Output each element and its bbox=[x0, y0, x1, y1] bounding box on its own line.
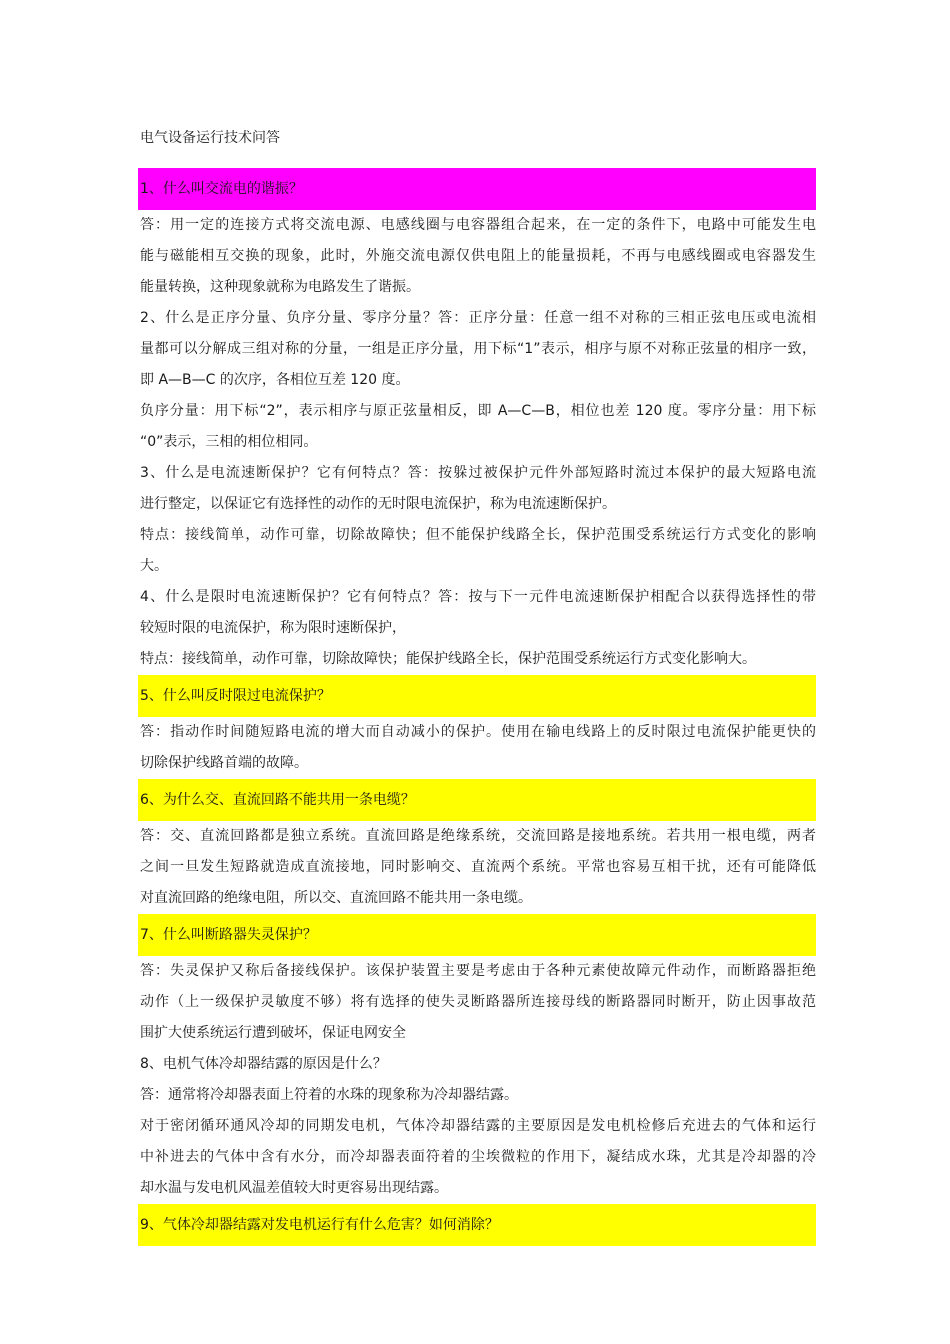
paragraph-line: 量都可以分解成三组对称的分量，一组是正序分量，用下标“1”表示，相序与原不对称正弦量的相序一致， bbox=[140, 341, 816, 357]
paragraph-line: 3、什么是电流速断保护？它有何特点？答：按躲过被保护元件外部短路时流过本保护的最大短路电流 bbox=[140, 465, 816, 481]
question-heading: 9、气体冷却器结露对发电机运行有什么危害？如何消除？ bbox=[138, 1204, 816, 1246]
paragraph-line: 之间一旦发生短路就造成直流接地，同时影响交、直流两个系统。平常也容易互相干扰，还有可能降低 bbox=[140, 859, 816, 875]
paragraph-line: 4、什么是限时电流速断保护？它有何特点？答：按与下一元件电流速断保护相配合以获得选择性的带 bbox=[140, 589, 816, 605]
paragraph-line: 2、什么是正序分量、负序分量、零序分量？答：正序分量：任意一组不对称的三相正弦电压或电流相 bbox=[140, 310, 816, 326]
paragraph-line: 特点：接线简单，动作可靠，切除故障快；能保护线路全长，保护范围受系统运行方式变化影响大。 bbox=[140, 651, 756, 667]
paragraph-line: 围扩大使系统运行遭到破坏，保证电网安全 bbox=[140, 1025, 406, 1041]
paragraph-line: 进行整定，以保证它有选择性的动作的无时限电流保护，称为电流速断保护。 bbox=[140, 496, 616, 512]
question-heading: 7、什么叫断路器失灵保护？ bbox=[138, 914, 816, 956]
paragraph-line: 较短时限的电流保护，称为限时速断保护， bbox=[140, 620, 406, 636]
paragraph-line: 对于密闭循环通风冷却的同期发电机，气体冷却器结露的主要原因是发电机检修后充进去的气体和运行 bbox=[140, 1118, 816, 1134]
paragraph-line: 答：交、直流回路都是独立系统。直流回路是绝缘系统，交流回路是接地系统。若共用一根电缆，两者 bbox=[140, 828, 816, 844]
paragraph-line: 即 A—B—C 的次序，各相位互差 120 度。 bbox=[140, 372, 410, 388]
paragraph-line: 动作（上一级保护灵敏度不够）将有选择的使失灵断路器所连接母线的断路器同时断开，防止因事故范 bbox=[140, 994, 816, 1010]
paragraph-line: 8、电机气体冷却器结露的原因是什么？ bbox=[140, 1056, 387, 1072]
question-heading: 1、什么叫交流电的谐振？ bbox=[138, 168, 816, 210]
paragraph-line: 却水温与发电机风温差值较大时更容易出现结露。 bbox=[140, 1180, 448, 1196]
paragraph-line: 能量转换，这种现象就称为电路发生了谐振。 bbox=[140, 279, 420, 295]
paragraph-line: 答：用一定的连接方式将交流电源、电感线圈与电容器组合起来，在一定的条件下，电路中可能发生电 bbox=[140, 217, 816, 233]
question-heading: 5、什么叫反时限过电流保护？ bbox=[138, 675, 816, 717]
paragraph-line: 切除保护线路首端的故障。 bbox=[140, 755, 308, 771]
paragraph-line: 大。 bbox=[140, 558, 168, 574]
question-heading: 6、为什么交、直流回路不能共用一条电缆？ bbox=[138, 779, 816, 821]
paragraph-line: “0”表示，三相的相位相同。 bbox=[140, 434, 318, 450]
paragraph-line: 负序分量：用下标“2”，表示相序与原正弦量相反，即 A—C—B，相位也差 120 度。零序分量：用下标 bbox=[140, 403, 816, 419]
paragraph-line: 答：通常将冷却器表面上符着的水珠的现象称为冷却器结露。 bbox=[140, 1087, 518, 1103]
paragraph-line: 答：失灵保护又称后备接线保护。该保护装置主要是考虑由于各种元素使故障元件动作，而断路器拒绝 bbox=[140, 963, 816, 979]
paragraph-line: 特点：接线简单，动作可靠，切除故障快；但不能保护线路全长，保护范围受系统运行方式变化的影响 bbox=[140, 527, 816, 543]
paragraph-line: 对直流回路的绝缘电阻，所以交、直流回路不能共用一条电缆。 bbox=[140, 890, 532, 906]
document-title: 电气设备运行技术问答 bbox=[140, 130, 280, 146]
paragraph-line: 答：指动作时间随短路电流的增大而自动减小的保护。使用在输电线路上的反时限过电流保护能更快的 bbox=[140, 724, 816, 740]
paragraph-line: 中补进去的气体中含有水分，而冷却器表面符着的尘埃微粒的作用下，凝结成水珠，尤其是冷却器的冷 bbox=[140, 1149, 816, 1165]
paragraph-line: 能与磁能相互交换的现象，此时，外施交流电源仅供电阻上的能量损耗，不再与电感线圈或电容器发生 bbox=[140, 248, 816, 264]
document-body bbox=[138, 168, 816, 1246]
